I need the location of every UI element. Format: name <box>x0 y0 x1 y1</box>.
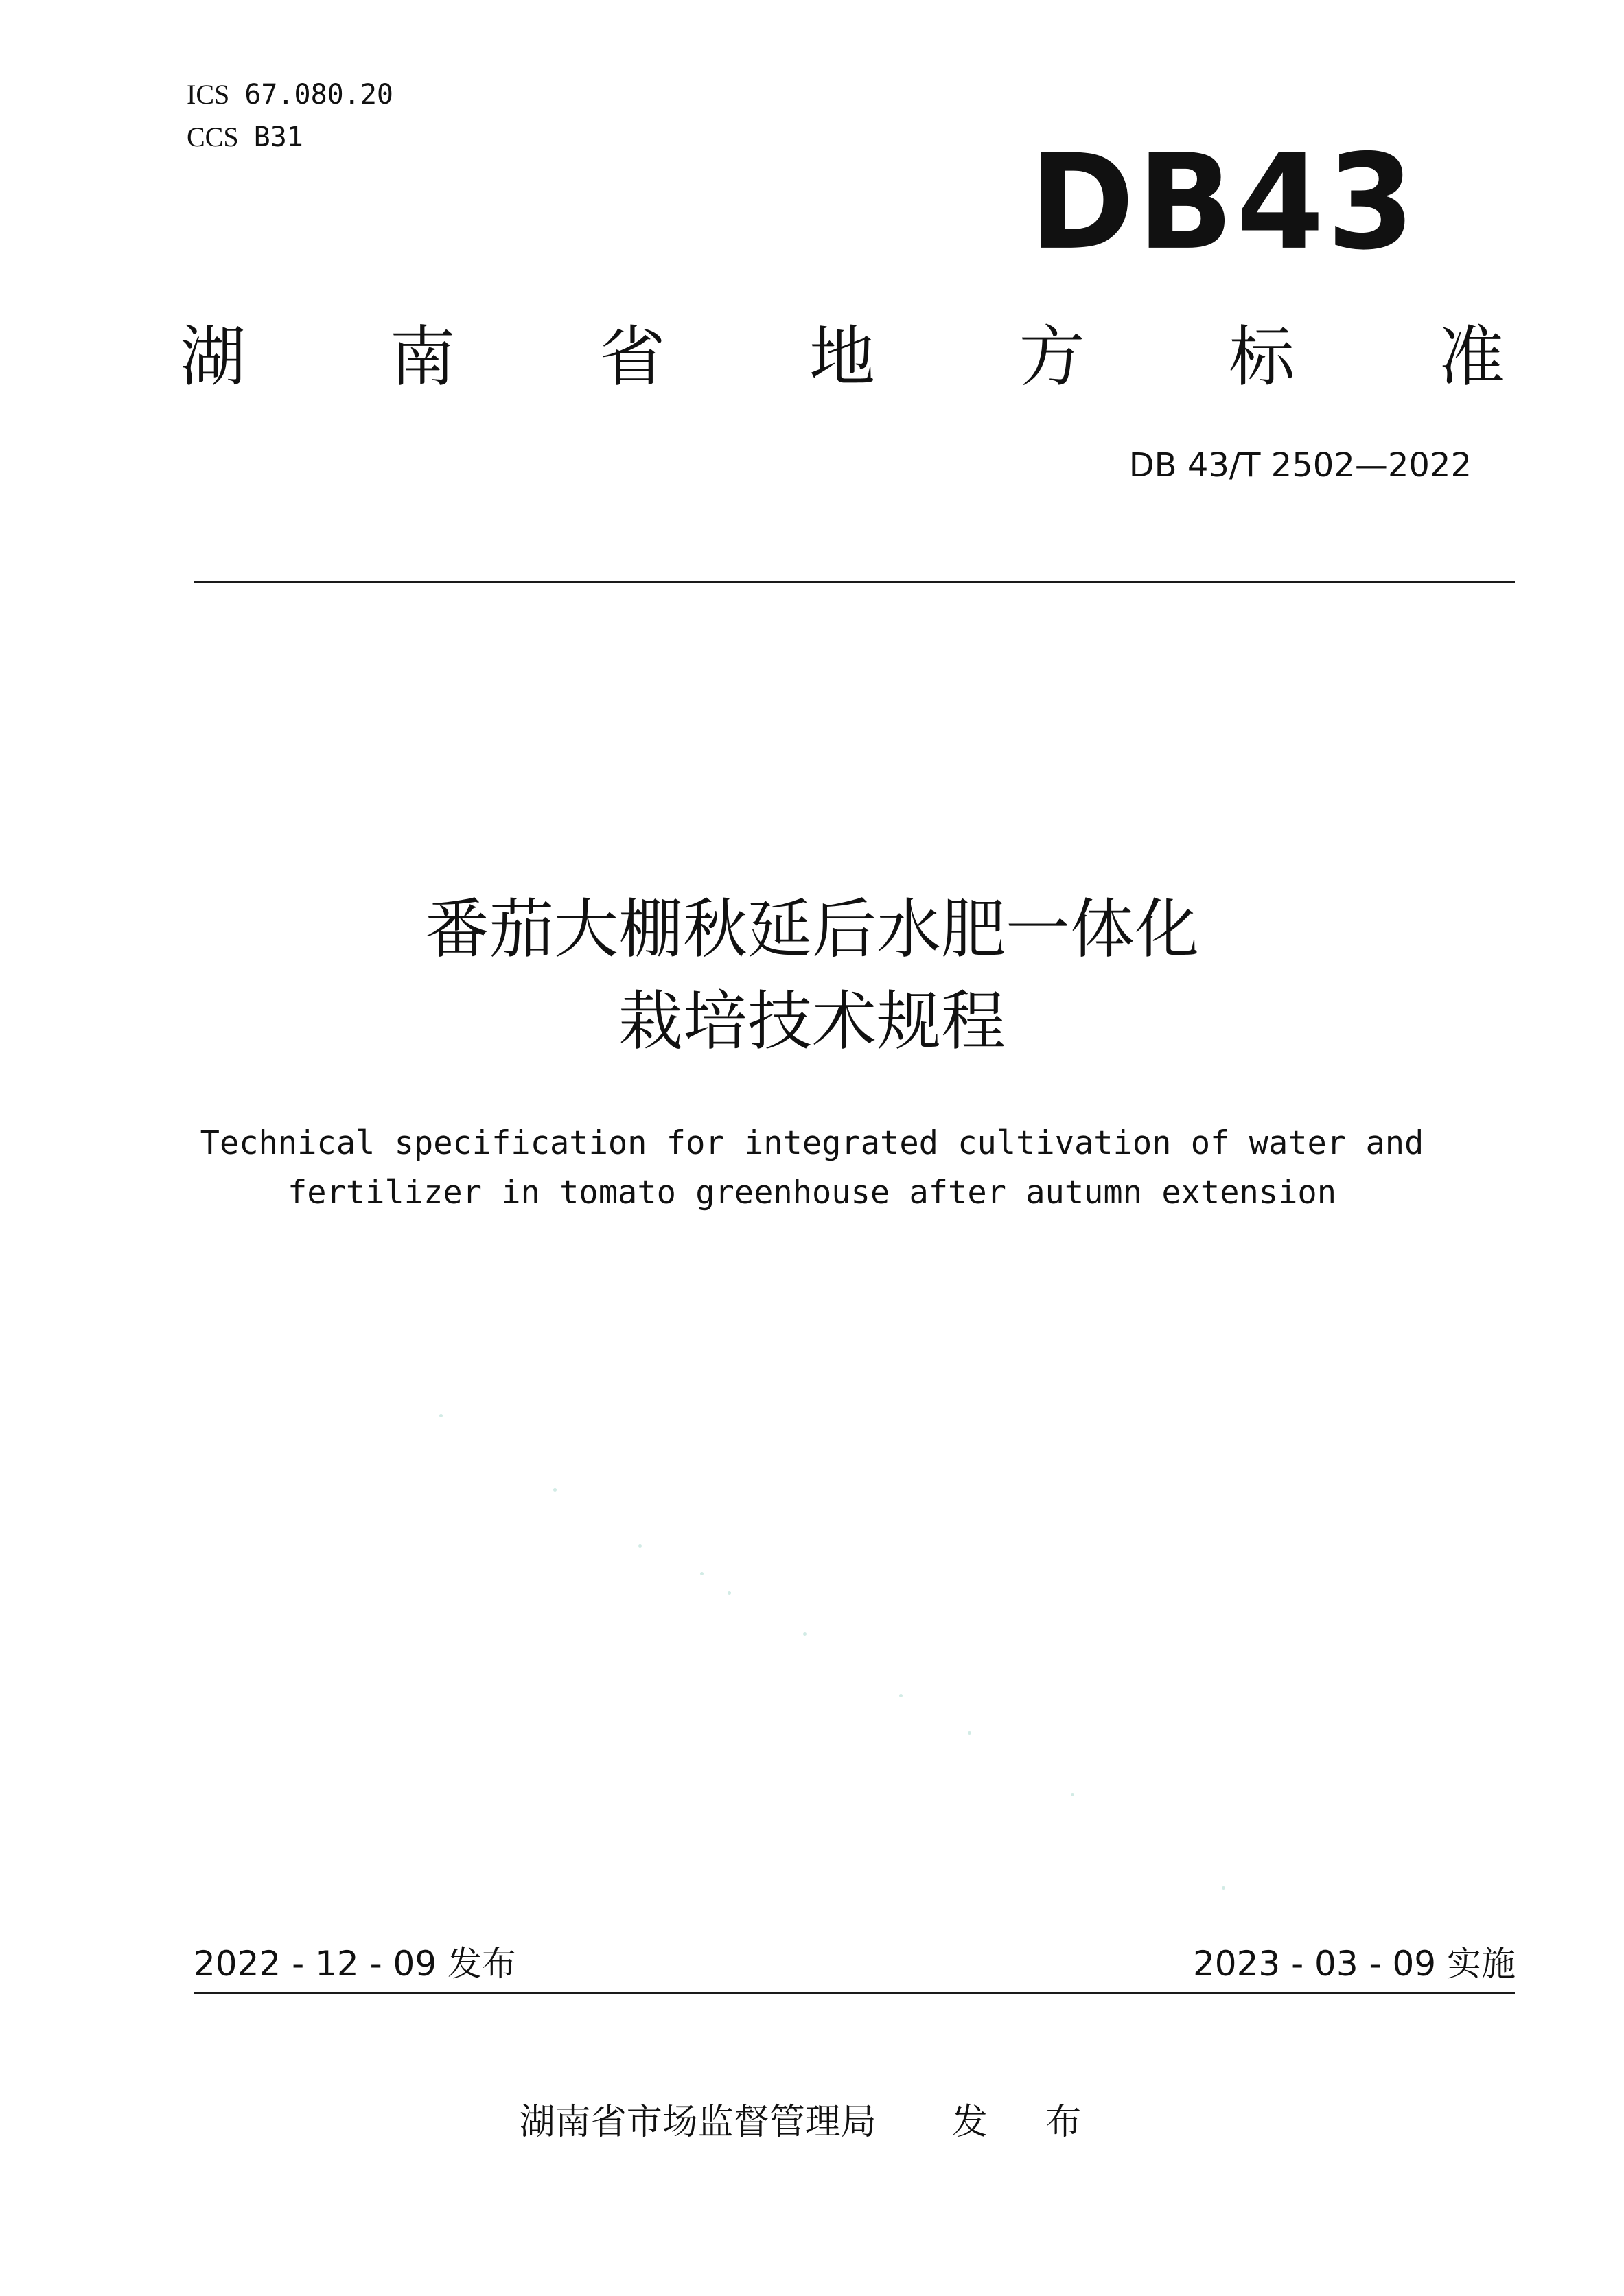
top-divider <box>194 581 1515 583</box>
title-en-line1: Technical specification for integrated cultivation of water and <box>200 1124 1424 1162</box>
title-en-line2: fertilizer in tomato greenhouse after autumn extension <box>287 1174 1336 1211</box>
standard-mark-logo: DB43 <box>1030 126 1418 279</box>
standard-type-char: 准 <box>1438 318 1505 395</box>
standard-type-char: 南 <box>389 318 456 395</box>
issuer-name: 湖南省市场监督管理局 <box>519 2102 877 2143</box>
title-zh-line1: 番茄大棚秋延后水肥一体化 <box>424 892 1199 967</box>
standard-type-heading <box>180 316 1505 398</box>
title-zh-line2: 栽培技术规程 <box>618 984 1006 1059</box>
publish-date: 2022 - 12 - 09 发布 <box>194 1944 517 1984</box>
ccs-value: B31 <box>253 121 303 153</box>
ics-value: 67.080.20 <box>244 79 393 111</box>
ccs-label: CCS <box>187 121 239 152</box>
issuer-line <box>0 2100 1624 2144</box>
ccs-code <box>187 121 303 154</box>
standard-number: DB 43/T 2502—2022 <box>1128 446 1472 485</box>
issue-action: 发 布 <box>951 2102 1105 2143</box>
ics-code <box>187 78 393 111</box>
standard-type-char: 湖 <box>180 318 246 395</box>
bottom-divider <box>194 1992 1515 1994</box>
implement-date: 2023 - 03 - 09 实施 <box>1192 1944 1516 1984</box>
standard-type-char: 省 <box>599 318 666 395</box>
standard-type-char: 标 <box>1229 318 1295 395</box>
standard-type-char: 地 <box>809 318 875 395</box>
ics-label: ICS <box>187 79 230 110</box>
standard-type-char: 方 <box>1019 318 1085 395</box>
